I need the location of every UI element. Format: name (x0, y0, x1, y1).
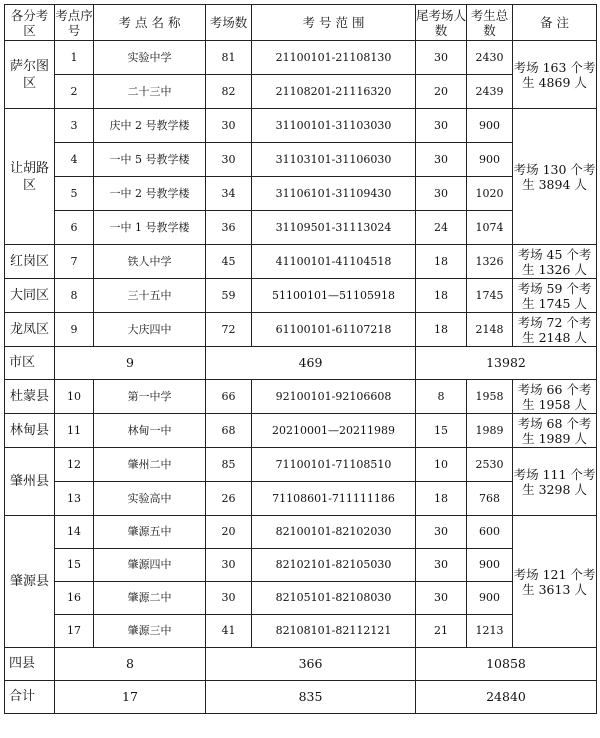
site-name-cell: 肇源二中 (94, 582, 206, 615)
tail-cell: 30 (416, 143, 467, 177)
table-row (5, 109, 597, 143)
tail-cell: 30 (416, 177, 467, 211)
site-name-cell: 林甸一中 (94, 414, 206, 448)
range-cell: 31103101-31106030 (252, 143, 416, 177)
note-cell-honggang: 考场 45 个考生 1326 人 (513, 245, 597, 279)
site-name-cell: 一中 2 号教学楼 (94, 177, 206, 211)
table-row (5, 279, 597, 313)
rooms-cell: 66 (206, 380, 252, 414)
tail-cell: 21 (416, 615, 467, 648)
summary-rooms: 835 (206, 681, 416, 714)
district-cell-zhaoyuan: 肇源县 (5, 516, 55, 648)
tail-cell: 18 (416, 245, 467, 279)
seq-cell: 10 (55, 380, 94, 414)
seq-cell: 13 (55, 482, 94, 516)
table-row (5, 516, 597, 549)
seq-cell: 6 (55, 211, 94, 245)
site-name-cell: 三十五中 (94, 279, 206, 313)
summary-row-total (5, 681, 597, 714)
summary-label: 市区 (5, 347, 55, 380)
tail-cell: 10 (416, 448, 467, 482)
rooms-cell: 72 (206, 313, 252, 347)
table-row (5, 615, 597, 648)
range-cell: 82100101-82102030 (252, 516, 416, 549)
site-name-cell: 肇源四中 (94, 549, 206, 582)
note-cell-longfeng: 考场 72 个考生 2148 人 (513, 313, 597, 347)
rooms-cell: 59 (206, 279, 252, 313)
tail-cell: 30 (416, 516, 467, 549)
range-cell: 71100101-71108510 (252, 448, 416, 482)
district-cell-dumeng: 杜蒙县 (5, 380, 55, 414)
tail-cell: 30 (416, 549, 467, 582)
summary-rooms: 366 (206, 648, 416, 681)
rooms-cell: 36 (206, 211, 252, 245)
site-name-cell: 第一中学 (94, 380, 206, 414)
tail-cell: 30 (416, 109, 467, 143)
range-cell: 20210001—20211989 (252, 414, 416, 448)
table-row (5, 75, 597, 109)
site-name-cell: 实验高中 (94, 482, 206, 516)
note-cell-zhaoyuan: 考场 121 个考生 3613 人 (513, 516, 597, 648)
header-district: 各分考区 (5, 5, 55, 41)
seq-cell: 14 (55, 516, 94, 549)
seq-cell: 8 (55, 279, 94, 313)
tail-cell: 30 (416, 582, 467, 615)
range-cell: 82105101-82108030 (252, 582, 416, 615)
header-seq: 考点序号 (55, 5, 94, 41)
site-name-cell: 庆中 2 号教学楼 (94, 109, 206, 143)
site-name-cell: 一中 1 号教学楼 (94, 211, 206, 245)
seq-cell: 11 (55, 414, 94, 448)
total-cell: 900 (467, 143, 513, 177)
total-cell: 900 (467, 109, 513, 143)
rooms-cell: 45 (206, 245, 252, 279)
table-row (5, 482, 597, 516)
rooms-cell: 26 (206, 482, 252, 516)
rooms-cell: 30 (206, 582, 252, 615)
seq-cell: 9 (55, 313, 94, 347)
range-cell: 51100101—51105918 (252, 279, 416, 313)
total-cell: 1213 (467, 615, 513, 648)
table-row (5, 245, 597, 279)
range-cell: 41100101-41104518 (252, 245, 416, 279)
total-cell: 2148 (467, 313, 513, 347)
total-cell: 2530 (467, 448, 513, 482)
exam-site-table (4, 4, 597, 714)
rooms-cell: 30 (206, 549, 252, 582)
summary-label: 四县 (5, 648, 55, 681)
site-name-cell: 二十三中 (94, 75, 206, 109)
note-cell-dumeng: 考场 66 个考生 1958 人 (513, 380, 597, 414)
summary-rooms: 469 (206, 347, 416, 380)
seq-cell: 15 (55, 549, 94, 582)
total-cell: 2439 (467, 75, 513, 109)
seq-cell: 5 (55, 177, 94, 211)
summary-row-city (5, 347, 597, 380)
rooms-cell: 41 (206, 615, 252, 648)
summary-students: 10858 (416, 648, 597, 681)
site-name-cell: 一中 5 号教学楼 (94, 143, 206, 177)
seq-cell: 2 (55, 75, 94, 109)
range-cell: 82108101-82112121 (252, 615, 416, 648)
table-row (5, 177, 597, 211)
summary-students: 13982 (416, 347, 597, 380)
total-cell: 600 (467, 516, 513, 549)
summary-sites: 9 (55, 347, 206, 380)
district-cell-zhaozhou: 肇州县 (5, 448, 55, 516)
total-cell: 900 (467, 549, 513, 582)
note-cell-ranghulu: 考场 130 个考生 3894 人 (513, 109, 597, 245)
tail-cell: 24 (416, 211, 467, 245)
summary-sites: 17 (55, 681, 206, 714)
total-cell: 2430 (467, 41, 513, 75)
note-cell-zhaozhou: 考场 111 个考生 3298 人 (513, 448, 597, 516)
site-name-cell: 大庆四中 (94, 313, 206, 347)
summary-row-counties (5, 648, 597, 681)
header-range: 考 号 范 围 (252, 5, 416, 41)
range-cell: 61100101-61107218 (252, 313, 416, 347)
rooms-cell: 82 (206, 75, 252, 109)
site-name-cell: 肇源三中 (94, 615, 206, 648)
district-cell-datong: 大同区 (5, 279, 55, 313)
table-row (5, 549, 597, 582)
seq-cell: 16 (55, 582, 94, 615)
table-row (5, 143, 597, 177)
district-cell-saertu: 萨尔图区 (5, 41, 55, 109)
header-row (5, 5, 597, 41)
seq-cell: 17 (55, 615, 94, 648)
header-name: 考 点 名 称 (94, 5, 206, 41)
summary-label: 合计 (5, 681, 55, 714)
range-cell: 82102101-82105030 (252, 549, 416, 582)
site-name-cell: 实验中学 (94, 41, 206, 75)
range-cell: 71108601-711111186 (252, 482, 416, 516)
tail-cell: 20 (416, 75, 467, 109)
district-cell-honggang: 红岗区 (5, 245, 55, 279)
total-cell: 1074 (467, 211, 513, 245)
range-cell: 31109501-31113024 (252, 211, 416, 245)
header-total: 考生总数 (467, 5, 513, 41)
total-cell: 1020 (467, 177, 513, 211)
note-cell-lindian: 考场 68 个考生 1989 人 (513, 414, 597, 448)
summary-sites: 8 (55, 648, 206, 681)
district-cell-lindian: 林甸县 (5, 414, 55, 448)
table-row (5, 313, 597, 347)
total-cell: 1745 (467, 279, 513, 313)
header-rooms: 考场数 (206, 5, 252, 41)
total-cell: 1958 (467, 380, 513, 414)
range-cell: 31106101-31109430 (252, 177, 416, 211)
site-name-cell: 肇源五中 (94, 516, 206, 549)
seq-cell: 4 (55, 143, 94, 177)
header-note: 备 注 (513, 5, 597, 41)
total-cell: 1989 (467, 414, 513, 448)
rooms-cell: 30 (206, 143, 252, 177)
total-cell: 900 (467, 582, 513, 615)
rooms-cell: 68 (206, 414, 252, 448)
tail-cell: 8 (416, 380, 467, 414)
rooms-cell: 30 (206, 109, 252, 143)
site-name-cell: 铁人中学 (94, 245, 206, 279)
table-row (5, 380, 597, 414)
table-row (5, 414, 597, 448)
tail-cell: 15 (416, 414, 467, 448)
seq-cell: 7 (55, 245, 94, 279)
rooms-cell: 34 (206, 177, 252, 211)
seq-cell: 3 (55, 109, 94, 143)
note-cell-saertu: 考场 163 个考生 4869 人 (513, 41, 597, 109)
rooms-cell: 85 (206, 448, 252, 482)
seq-cell: 12 (55, 448, 94, 482)
tail-cell: 30 (416, 41, 467, 75)
table-row (5, 211, 597, 245)
range-cell: 92100101-92106608 (252, 380, 416, 414)
range-cell: 31100101-31103030 (252, 109, 416, 143)
table-row (5, 582, 597, 615)
total-cell: 1326 (467, 245, 513, 279)
table-row (5, 41, 597, 75)
tail-cell: 18 (416, 482, 467, 516)
site-name-cell: 肇州二中 (94, 448, 206, 482)
range-cell: 21100101-21108130 (252, 41, 416, 75)
rooms-cell: 20 (206, 516, 252, 549)
tail-cell: 18 (416, 313, 467, 347)
total-cell: 768 (467, 482, 513, 516)
tail-cell: 18 (416, 279, 467, 313)
seq-cell: 1 (55, 41, 94, 75)
district-cell-longfeng: 龙凤区 (5, 313, 55, 347)
range-cell: 21108201-21116320 (252, 75, 416, 109)
rooms-cell: 81 (206, 41, 252, 75)
summary-students: 24840 (416, 681, 597, 714)
table-row (5, 448, 597, 482)
note-cell-datong: 考场 59 个考生 1745 人 (513, 279, 597, 313)
header-tail: 尾考场人 数 (416, 5, 467, 41)
district-cell-ranghulu: 让胡路区 (5, 109, 55, 245)
